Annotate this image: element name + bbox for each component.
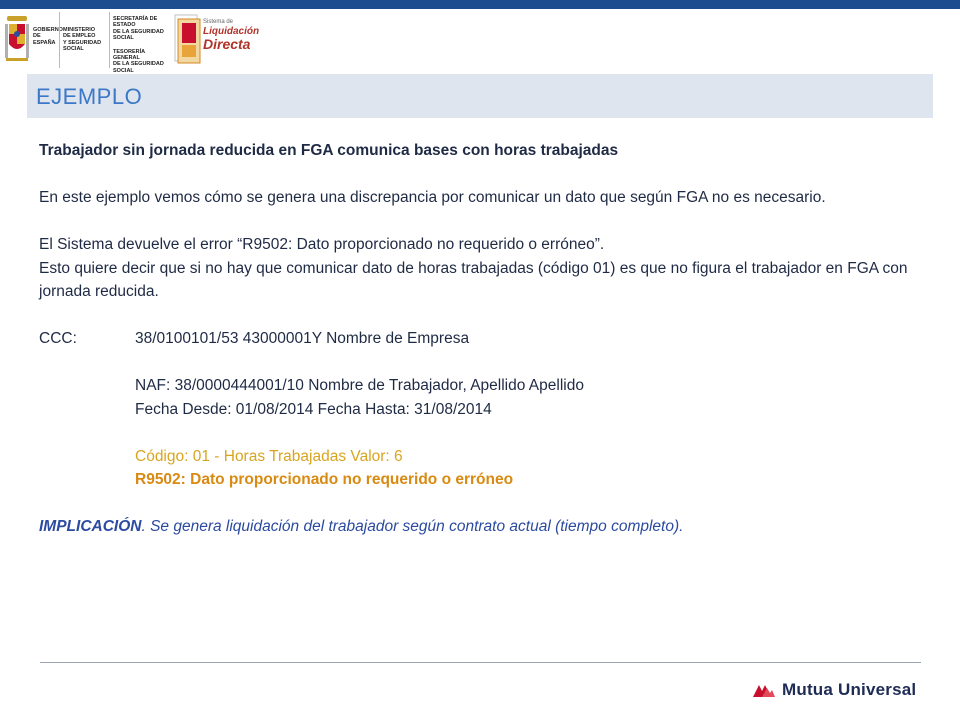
fechas-line: Fecha Desde: 01/08/2014 Fecha Hasta: 31/08/2014 — [135, 400, 492, 418]
footer-brand: Mutua Universal — [782, 680, 917, 699]
content-heading: Trabajador sin jornada reducida en FGA comunica bases con horas trabajadas — [39, 142, 619, 159]
ccc-label: CCC: — [39, 330, 77, 347]
intro-paragraph: En este ejemplo vemos cómo se genera una discrepancia por comunicar un dato que según FGA no es necesario. — [39, 189, 826, 206]
secretaria-text: SECRETARÍA DE ESTADO DE LA SEGURIDAD SOCIAL TESORERÍA GENERAL DE LA SEGURIDAD SOCIAL — [109, 12, 171, 68]
codigo-line: Código: 01 - Horas Trabajadas Valor: 6 — [135, 447, 403, 465]
header-logos — [0, 9, 260, 74]
page-title: EJEMPLO — [36, 84, 143, 109]
implication-text: . Se genera liquidación del trabajador según contrato actual (tiempo completo). — [141, 518, 684, 535]
gobierno-text: GOBIERNO DE ESPAÑA — [33, 27, 63, 46]
error-code-line: R9502: Dato proporcionado no requerido o erróneo — [135, 471, 514, 488]
footer-divider — [40, 662, 921, 663]
coat-of-arms-icon — [4, 14, 30, 64]
naf-line: NAF: 38/0000444001/10 Nombre de Trabajador, Apellido Apellido — [135, 377, 584, 394]
ccc-value: 38/0100101/53 43000001Y Nombre de Empresa — [135, 330, 470, 347]
implication-line — [39, 515, 919, 539]
document-stack-icon — [174, 13, 202, 65]
tesoreria-text: TESORERÍA GENERAL DE LA SEGURIDAD SOCIAL — [113, 48, 164, 74]
sistema-text: Sistema de Liquidación Directa — [203, 19, 260, 52]
error-paragraph: El Sistema devuelve el error “R9502: Dato proporcionado no requerido o erróneo”. — [39, 236, 605, 253]
explanation-paragraph: Esto quiere decir que si no hay que comunicar dato de horas trabajadas (código 01) es que no figura el trabajador en FGA con jornada reducida. — [39, 259, 908, 300]
sistema-liquidacion-directa-logo — [172, 11, 260, 69]
implication-label: IMPLICACIÓN — [39, 518, 142, 535]
ccc-row — [39, 327, 919, 351]
ministerio-text: MINISTERIO DE EMPLEO Y SEGURIDAD SOCIAL — [59, 12, 109, 68]
mutua-universal-logo — [752, 678, 916, 702]
title-band — [27, 74, 933, 118]
slide-content — [39, 139, 919, 539]
mutua-universal-icon — [752, 681, 776, 699]
top-bar — [0, 0, 960, 9]
government-logo — [2, 12, 172, 74]
